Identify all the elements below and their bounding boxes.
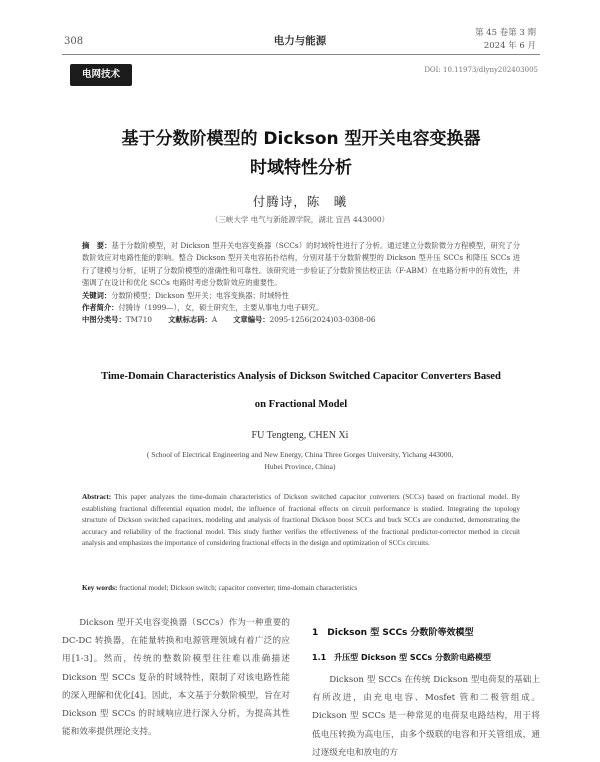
article-no-label: 文章编号： (233, 315, 270, 325)
page-number: 308 (64, 36, 84, 47)
doc-code-label: 文献标志码： (168, 315, 212, 325)
header-rule (62, 54, 540, 55)
english-abstract-text: This paper analyzes the time-domain characteristics of Dickson switched capacitor converters (SCCs) based on fractional model. By establishing fractional differential equation model, the influence of fractional effects on circuit performance is studied. Integrating the topology structure of Dickson switched capacitors, modeling and analysis of fractional Dickson boost SCCs and buck SCCs are conducted, demonstrating the accuracy and reliability of the fractional model. This study further verifies the effectiveness of the fractional predictor-corrector method in circuit analysis and emphasizes the importance of considering fractional effects in the design and optimization of SCCs circuits. (82, 493, 521, 548)
english-keywords-text: fractional model; Dickson switch; capacitor converter; time-domain characteristics (119, 584, 358, 592)
article-no (233, 314, 375, 326)
chinese-abstract-block (82, 240, 520, 327)
introduction-paragraph: Dickson 型开关电容变换器（SCCs）作为一种重要的 DC-DC 转换器，在能量转换和电源管理领域有着广泛的应用[1-3]。然而，传统的整数阶模型往往难以准确描述 Dickson 型 SCCs 复杂的时域特性，限制了对该电路性能的深入理解和优化[4]。因此，本文基于分数阶模型，旨在对 Dickson 型 SCCs 的时域响应进行深入分析，为提高其性能和效率提供理论支持。 (62, 618, 290, 738)
author-info-text: 付腾诗（1999—），女，硕士研究生，主要从事电力电子研究。 (118, 303, 324, 313)
doc-code-value: A (211, 315, 218, 325)
section-badge: 电网技术 (70, 64, 132, 86)
keywords-text: 分数阶模型；Dickson 型开关；电容变换器；时域特性 (111, 290, 289, 300)
issue-info (475, 27, 536, 53)
article-no-value: 2095-1256(2024)03-0308-06 (269, 315, 376, 325)
chinese-abstract (82, 240, 520, 290)
author-info (82, 302, 520, 314)
clc-label: 中图分类号： (82, 315, 126, 325)
section-heading-1: 1 Dickson 型 SCCs 分数阶等效模型 (312, 628, 474, 638)
english-affiliation-line2: Hubei Province, China) (264, 462, 336, 471)
english-authors: FU Tengteng, CHEN Xi (251, 430, 349, 441)
english-keywords (82, 584, 520, 592)
issue-date: 2024 年 6 月 (483, 41, 536, 51)
classification-row (82, 314, 520, 326)
english-title (62, 363, 540, 419)
doc-code (168, 314, 217, 326)
english-affiliation (80, 449, 520, 473)
clc (82, 314, 152, 326)
clc-value: TM710 (125, 315, 153, 325)
abstract-label: 摘 要： (82, 241, 112, 250)
english-title-line2: on Fractional Model (254, 399, 348, 410)
abstract-text: 基于分数阶模型，对 Dickson 型开关电容变换器（SCCs）的时域特性进行了分析。通过建立分数阶微分方程模型，研究了分数阶效应对电路性能的影响。整合 Dickson 型开关电容拓扑结构，分别对基于分数阶模型的 Dickson 型升压 SCCs 和降压 SCCs 进行了建模与分析，证明了分数阶模型的准确性和可靠性。该研究进一步验证了分数阶预估校正法（F-ABM）在电路分析中的有效性，并强调了在设计和优化 SCCs 电路时考虑分数阶效应的重要性。 (82, 241, 521, 288)
chinese-affiliation: （三峡大学 电气与新能源学院，湖北 宜昌 443000） (210, 215, 390, 224)
english-title-line1: Time-Domain Characteristics Analysis of Dickson Switched Capacitor Converters Based (101, 371, 501, 382)
chinese-keywords (82, 290, 520, 302)
chinese-title-line2: 时域特性分析 (250, 158, 352, 178)
doi[interactable]: DOI: 10.11973/dlyny202403005 (424, 66, 538, 74)
english-abstract-label: Abstract: (82, 493, 112, 501)
author-info-label: 作者简介： (82, 303, 119, 313)
chinese-title (62, 125, 540, 183)
english-affiliation-line1: ( School of Electrical Engineering and New Energy, China Three Gorges University, Yichang 443000, (146, 450, 454, 459)
chinese-title-line1: 基于分数阶模型的 Dickson 型开关电容变换器 (121, 129, 481, 149)
english-abstract (82, 492, 520, 550)
section-1-1-paragraph: Dickson 型 SCCs 在传统 Dickson 型电荷泵的基础上有所改进，由充电电容、Mosfet 管和二极管组成。Dickson 型 SCCs 是一种常见的电荷泵电路结构，用于将低电压转换为高电压，由多个级联的电容和开关管组成，通过逐级充电和放电的方 (312, 675, 540, 758)
volume-issue: 第 45 卷第 3 期 (474, 28, 536, 38)
section-heading-1-1: 1.1 升压型 Dickson 型 SCCs 分数阶电路模型 (312, 653, 491, 662)
english-keywords-label: Key words: (82, 584, 118, 592)
keywords-label: 关键词： (82, 290, 112, 300)
chinese-authors: 付腾诗，陈 曦 (252, 194, 348, 209)
journal-name: 电力与能源 (273, 35, 327, 47)
